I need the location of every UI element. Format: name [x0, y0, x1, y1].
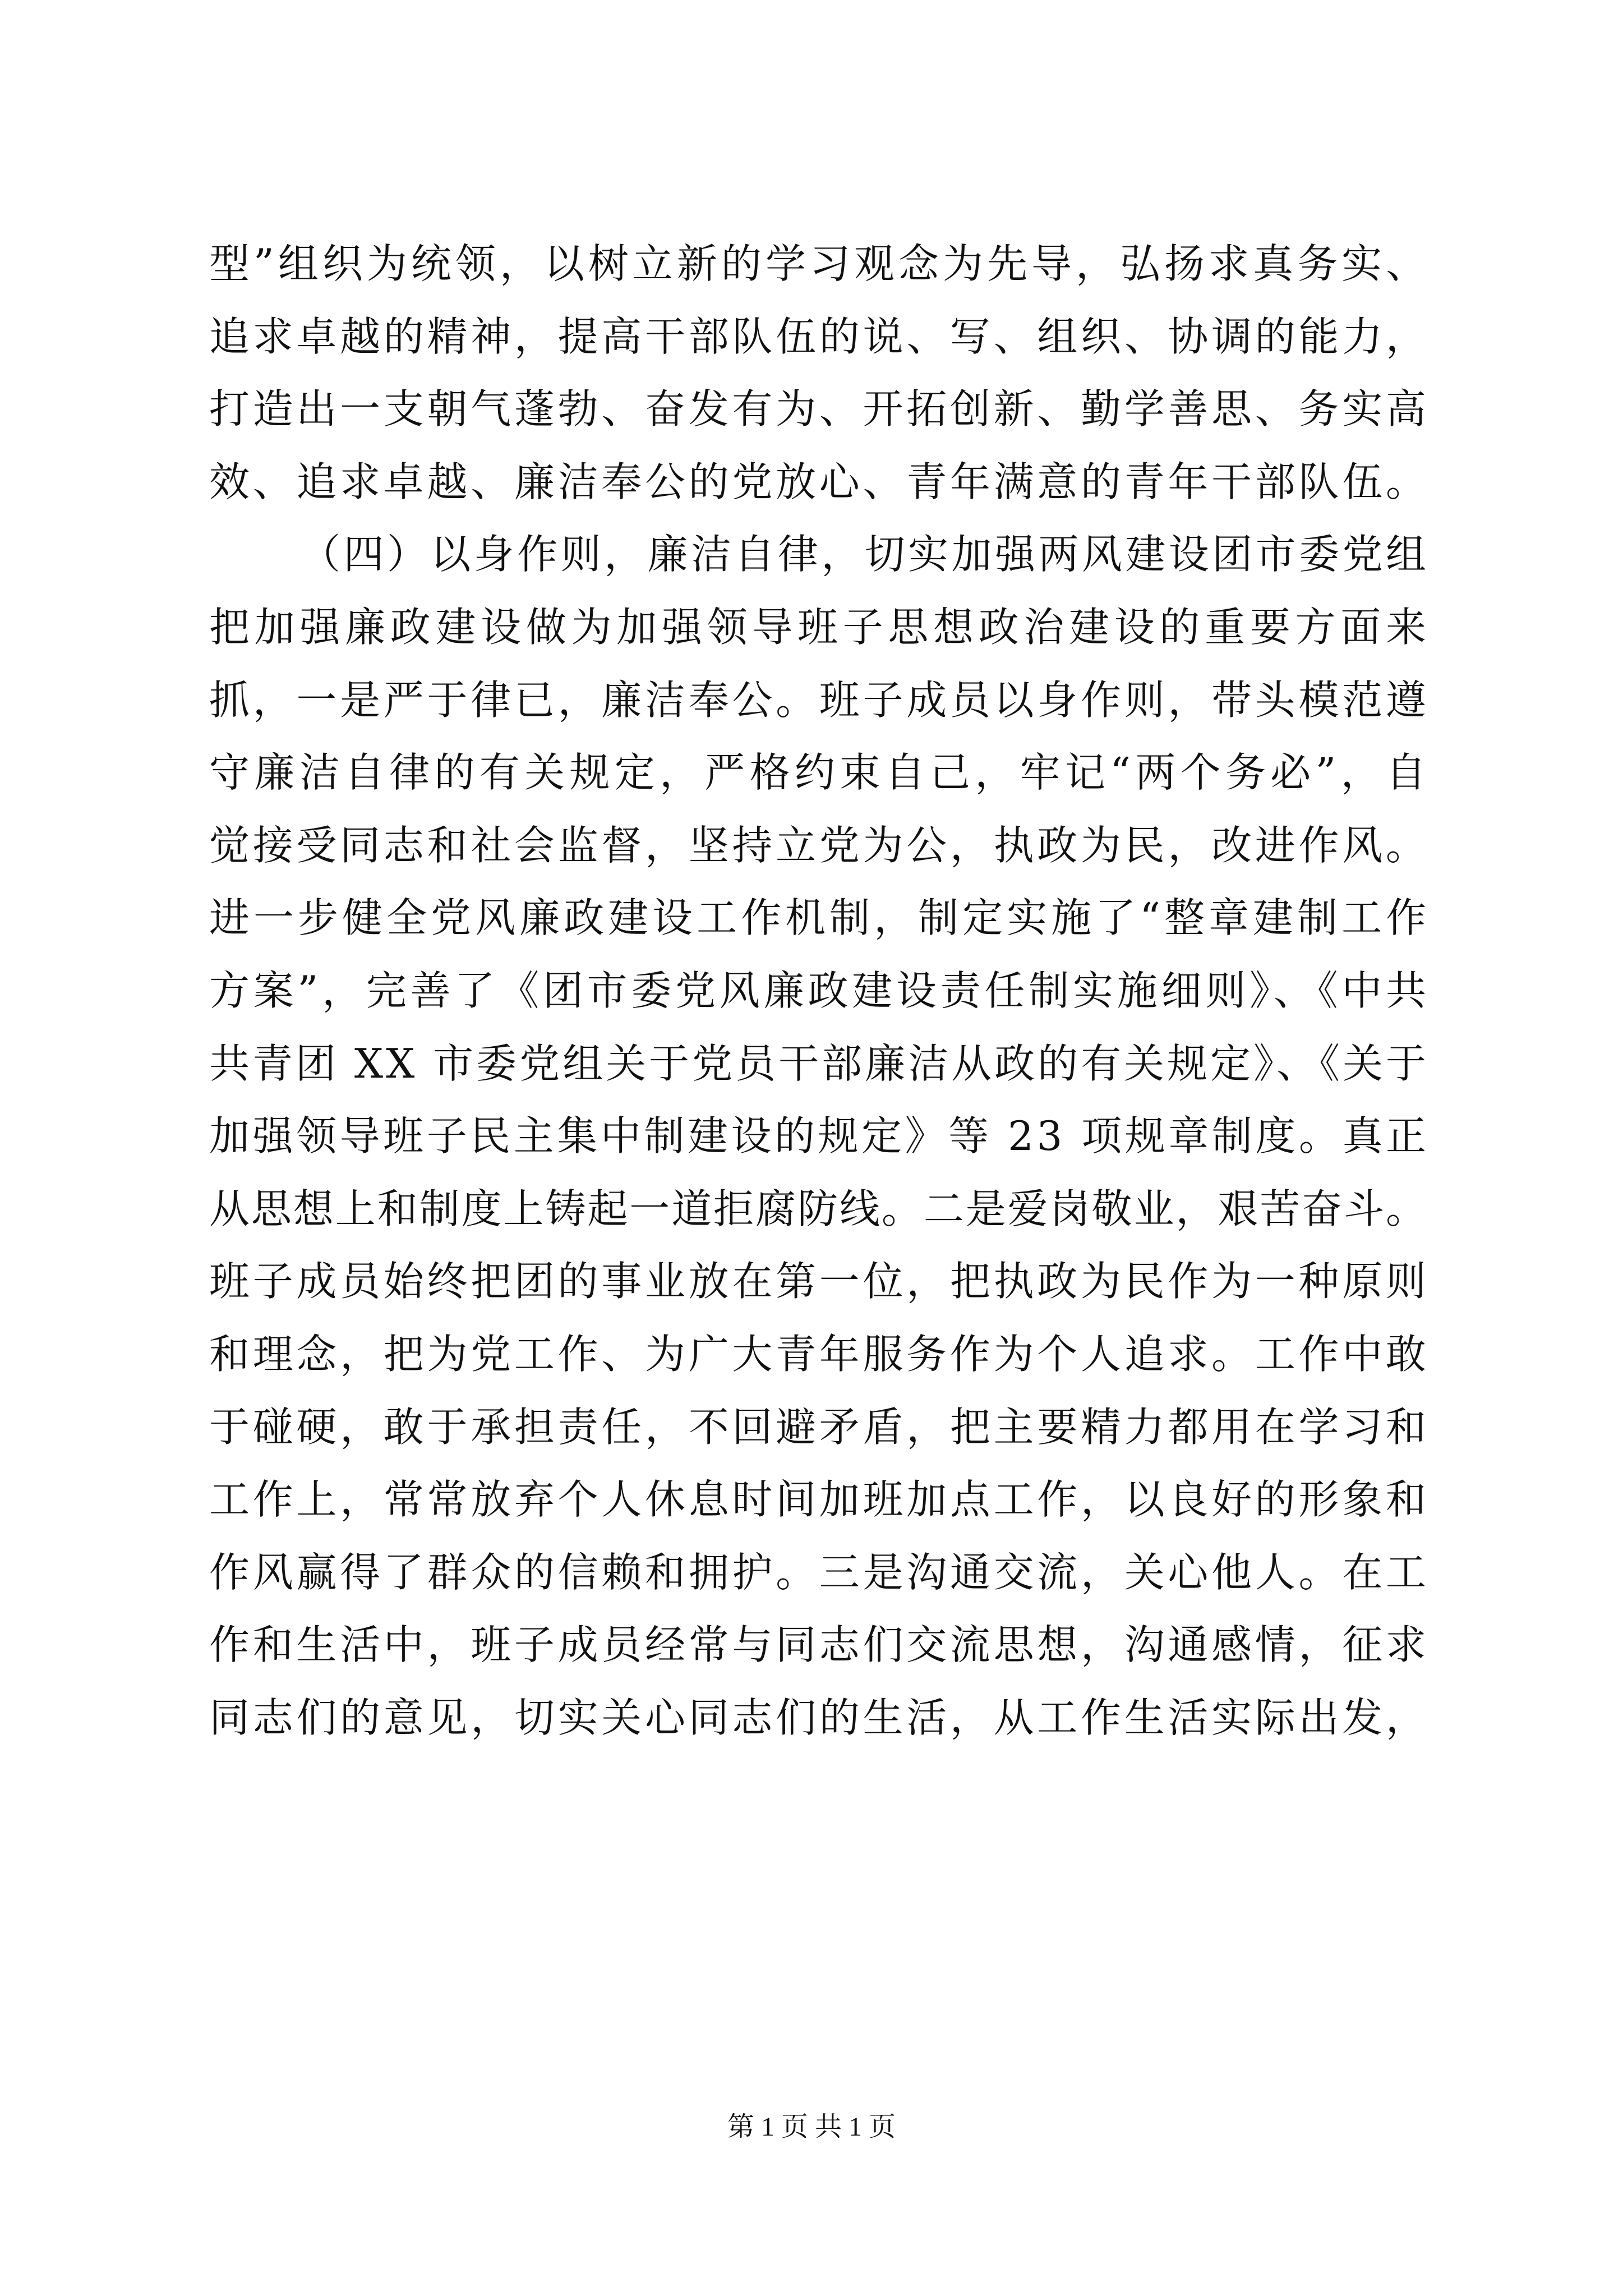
- text-line: 抓，一是严于律已，廉洁奉公。班子成员以身作则，带头模范遵: [209, 676, 1430, 724]
- text-line: 工作上，常常放弃个人休息时间加班加点工作，以良好的形象和: [209, 1476, 1430, 1524]
- text-line: 追求卓越的精神，提高干部队伍的说、写、组织、协调的能力，: [209, 312, 1430, 360]
- text-line: 守廉洁自律的有关规定，严格约束自己，牢记“两个务必”，自: [209, 749, 1431, 797]
- text-line: 进一步健全党风廉政建设工作机制，制定实施了“整章建制工作: [209, 894, 1431, 942]
- page-footer: [0, 2105, 1623, 2143]
- text-line: 方案”，完善了《团市委党风廉政建设责任制实施细则》、《中共: [209, 967, 1430, 1014]
- text-line: 从思想上和制度上铸起一道拒腐防线。二是爱岗敬业，艰苦奋斗。: [209, 1185, 1428, 1232]
- text-line: 同志们的意见，切实关心同志们的生活，从工作生活实际出发，: [209, 1694, 1430, 1741]
- page-number-label: 第 1 页 共 1 页: [727, 2112, 896, 2142]
- text-line: 把加强廉政建设做为加强领导班子思想政治建设的重要方面来: [209, 603, 1431, 651]
- body-text: [209, 228, 1431, 1754]
- text-line: 共青团 XX 市委党组关于党员干部廉洁从政的有关规定》、《关于: [209, 1039, 1429, 1087]
- text-line: 加强领导班子民主集中制建设的规定》等 23 项规章制度。真正: [209, 1112, 1430, 1160]
- text-line: 打造出一支朝气蓬勃、奋发有为、开拓创新、勤学善思、务实高: [209, 385, 1430, 433]
- text-line: 效、追求卓越、廉洁奉公的党放心、青年满意的青年干部队伍。: [209, 458, 1430, 505]
- text-line: 型”组织为统领，以树立新的学习观念为先导，弘扬求真务实、: [209, 240, 1431, 287]
- text-line: 觉接受同志和社会监督，坚持立党为公，执政为民，改进作风。: [209, 821, 1430, 869]
- text-line: 作和生活中，班子成员经常与同志们交流思想，沟通感情，征求: [209, 1621, 1430, 1669]
- text-line: 班子成员始终把团的事业放在第一位，把执政为民作为一种原则: [209, 1258, 1430, 1305]
- text-line: 作风赢得了群众的信赖和拥护。三是沟通交流，关心他人。在工: [209, 1548, 1430, 1596]
- section-heading-line: （四）以身作则，廉洁自律，切实加强两风建设团市委党组: [300, 531, 1430, 578]
- text-line: 于碰硬，敢于承担责任，不回避矛盾，把主要精力都用在学习和: [209, 1403, 1430, 1451]
- text-line: 和理念，把为党工作、为广大青年服务作为个人追求。工作中敢: [209, 1330, 1430, 1378]
